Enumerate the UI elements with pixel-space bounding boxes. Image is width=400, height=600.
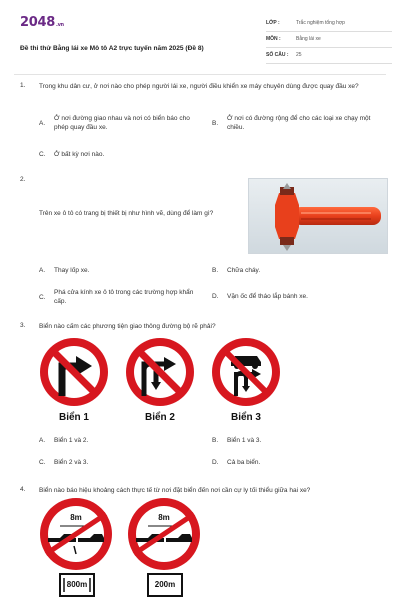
question-number: 2. (20, 176, 26, 183)
sign-1-caption: Biển 1 (58, 412, 89, 423)
logo-tld: .vn (55, 22, 64, 28)
sign-2-caption: Biển 2 (144, 412, 175, 423)
option-letter: C. (39, 459, 46, 466)
option-letter: B. (212, 437, 219, 444)
answer-option-b[interactable] (212, 436, 382, 446)
option-text: Chữa cháy. (227, 267, 261, 274)
option-text: Ở nơi đường giao nhau và nơi có biển báo cho phép quay đầu xe. (54, 115, 190, 131)
sign-2 (120, 336, 200, 408)
question-number: 4. (20, 486, 26, 493)
header-divider (14, 74, 386, 75)
option-letter: D. (212, 459, 219, 466)
question-text: Trên xe ô tô có trang bị thiết bị như hình vẽ, dùng để làm gì? (39, 210, 214, 217)
option-text: Vặn ốc để tháo lắp bánh xe. (227, 293, 308, 300)
option-text: Thay lốp xe. (54, 267, 90, 274)
distance-label: 8m (66, 513, 86, 522)
answer-option-b[interactable] (212, 114, 382, 134)
answer-option-a[interactable] (39, 436, 209, 446)
exam-meta (266, 16, 392, 64)
option-letter: A. (39, 267, 46, 274)
meta-value: Bằng lái xe (296, 36, 321, 42)
meta-row-class (266, 16, 392, 32)
distance-label: 8m (154, 513, 174, 522)
option-letter: A. (39, 437, 46, 444)
distance-plate-text: 800m (66, 580, 88, 589)
no-right-turn-sign-icon (34, 336, 114, 408)
distance-plate-text: 200m (154, 580, 176, 589)
no-car-right-turn-sign-icon (206, 336, 286, 408)
option-text: Biển 1 và 2. (54, 437, 89, 444)
option-text: Biển 2 và 3. (54, 459, 89, 466)
option-letter: B. (212, 267, 219, 274)
answer-option-a[interactable] (39, 266, 209, 276)
option-text: Cả ba biển. (227, 459, 261, 466)
meta-value: Trắc nghiệm tổng hợp (296, 20, 345, 26)
question-text: Biển nào cấm các phương tiện giao thông đường bộ rẽ phải? (39, 323, 216, 330)
answer-option-d[interactable] (212, 292, 382, 302)
meta-row-subject (266, 32, 392, 48)
emergency-hammer-icon (249, 179, 388, 254)
option-text: Biển 1 và 3. (227, 437, 262, 444)
answer-option-c[interactable] (39, 150, 219, 160)
no-right-u-turn-sign-icon (120, 336, 200, 408)
distance-sign-1 (38, 496, 114, 600)
meta-key: MÔN : (266, 36, 281, 42)
answer-option-a[interactable] (39, 114, 219, 134)
meta-key: SỐ CÂU : (266, 52, 289, 58)
question-text: Trong khu dân cư, ở nơi nào cho phép người lái xe, người điều khiển xe máy chuyên dùng được quay đầu xe? (39, 83, 359, 90)
question-number: 3. (20, 322, 26, 329)
sign-3 (206, 336, 286, 408)
emergency-hammer-image (248, 178, 388, 254)
question-3 (20, 322, 380, 472)
answer-option-d[interactable] (212, 458, 382, 468)
question-2 (20, 176, 380, 306)
site-logo[interactable] (20, 15, 64, 30)
option-letter: C. (39, 151, 46, 158)
option-letter: A. (39, 120, 46, 127)
question-4 (20, 486, 380, 600)
sign-1 (34, 336, 114, 408)
question-number: 1. (20, 82, 26, 89)
answer-option-c[interactable] (39, 288, 219, 308)
option-letter: D. (212, 293, 219, 300)
exam-header (14, 12, 386, 70)
option-letter: B. (212, 120, 219, 127)
option-letter: C. (39, 294, 46, 301)
option-text: Phá cửa kính xe ô tô trong các trường hợp khẩn cấp. (54, 289, 194, 305)
answer-option-c[interactable] (39, 458, 209, 468)
question-1 (20, 82, 380, 164)
distance-sign-2 (126, 496, 202, 600)
question-text: Biển nào báo hiệu khoảng cách thực tế từ nơi đặt biển đến nơi cần cự ly tối thiểu giữa hai xe? (39, 487, 311, 494)
logo-text: 2048 (20, 15, 55, 30)
meta-row-count (266, 48, 392, 64)
sign-3-caption: Biển 3 (230, 412, 261, 423)
option-text: Ở nơi có đường rộng để cho các loại xe chạy một chiều. (227, 115, 371, 131)
exam-title: Đề thi thử Bằng lái xe Mô tô A2 trực tuyến năm 2025 (Đề 8) (20, 45, 204, 52)
answer-option-b[interactable] (212, 266, 382, 276)
option-text: Ở bất kỳ nơi nào. (54, 151, 105, 158)
meta-key: LỚP : (266, 20, 280, 26)
meta-value: 25 (296, 52, 302, 58)
